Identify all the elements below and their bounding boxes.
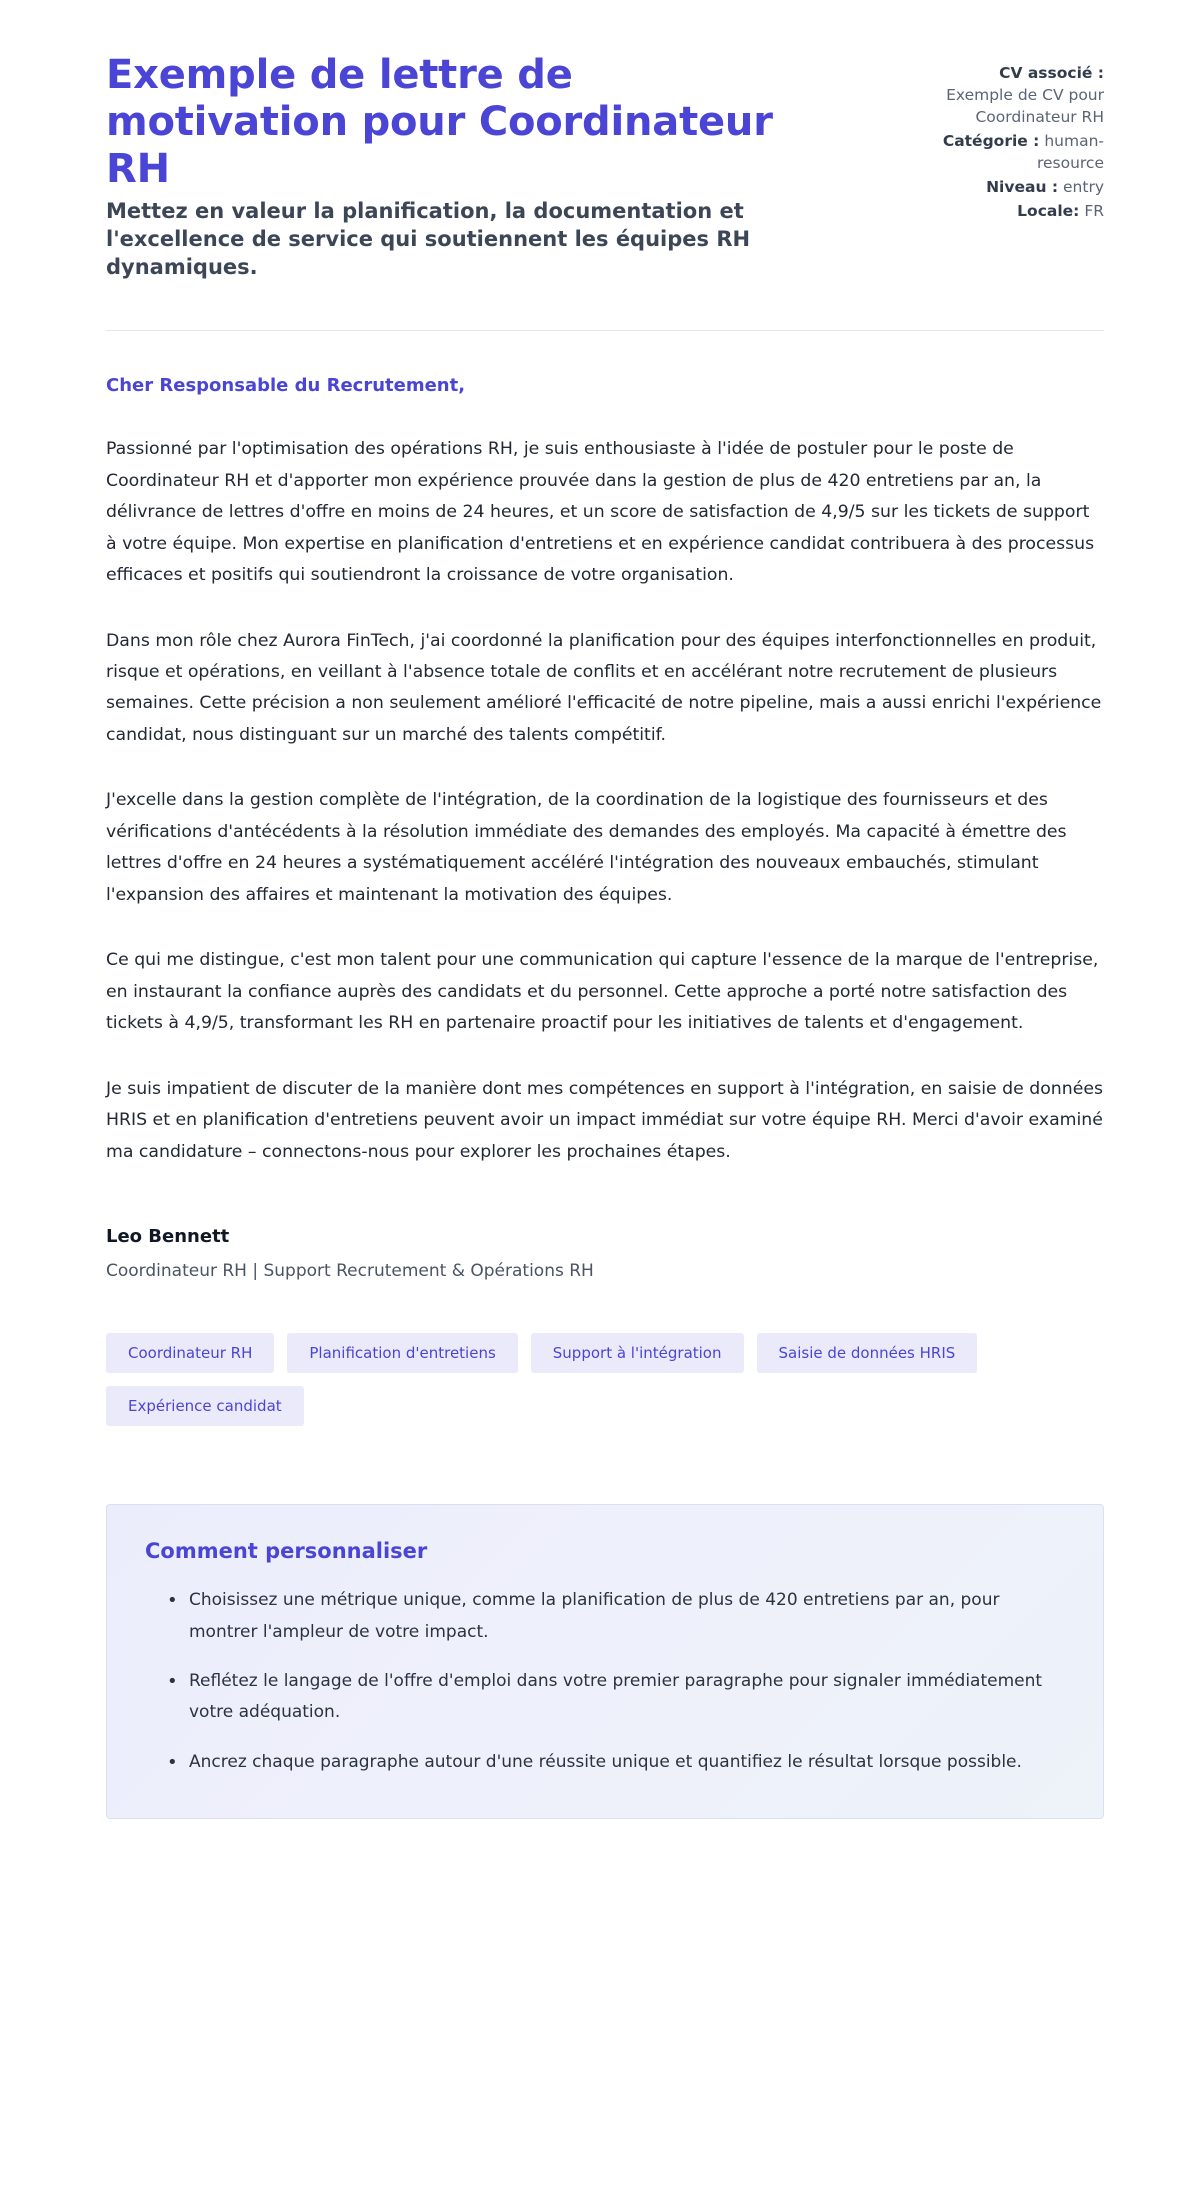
customization-callout	[106, 1504, 1104, 1819]
letter-salutation: Cher Responsable du Recrutement,	[106, 375, 466, 397]
meta-category-label: Catégorie :	[942, 132, 1040, 150]
letter-signature	[106, 1226, 1104, 1281]
callout-title: Comment personnaliser	[145, 1539, 428, 1564]
letter-paragraph: Je suis impatient de discuter de la manière dont mes compétences en support à l'intégration, en saisie de données HRIS et en planification d'entretiens peuvent avoir un impact immédiat sur votre équipe RH. Merci d'avoir examiné ma candidature – connectons-nous pour explorer les prochaines étapes.	[106, 1078, 1103, 1162]
callout-tip-item: • Reflétez le langage de l'offre d'emploi dans votre premier paragraphe pour signaler immédiatement votre adéquation.	[167, 1666, 1047, 1729]
page-title: Exemple de lettre de motivation pour Coordinateur RH	[106, 52, 773, 192]
tag-list	[106, 1333, 1046, 1426]
meta-category-value: human-resource	[1036, 132, 1104, 172]
meta-related-cv-value[interactable]: Exemple de CV pour Coordinateur RH	[946, 86, 1104, 126]
callout-tip-list	[145, 1585, 1063, 1778]
letter-paragraph: Dans mon rôle chez Aurora FinTech, j'ai coordonné la planification pour des équipes interfonctionnelles en produit, risque et opérations, en veillant à l'absence totale de conflits et en accélérant notre recrutement de plusieurs semaines. Cette précision a non seulement amélioré l'efficacité de notre pipeline, mais a aussi enrichi l'expérience candidat, nous distinguant sur un marché des talents compétitif.	[106, 630, 1102, 745]
letter-paragraph: J'excelle dans la gestion complète de l'intégration, de la coordination de la logistique des fournisseurs et des vérifications d'antécédents à la résolution immédiate des demandes des employés. Ma capacité à émettre des lettres d'offre en 24 heures a systématiquement accéléré l'intégration des nouveaux embauchés, stimulant l'expansion des affaires et maintenant la motivation des équipes.	[106, 790, 1067, 905]
meta-locale	[919, 200, 1104, 222]
document-header	[106, 52, 1104, 282]
meta-level	[919, 176, 1104, 198]
letter-paragraph: Ce qui me distingue, c'est mon talent pour une communication qui capture l'essence de la marque de l'entreprise, en instaurant la confiance auprès des candidats et du personnel. Cette approche a porté notre satisfaction des tickets à 4,9/5, transformant les RH en partenaire proactif pour les initiatives de talents et d'engagement.	[106, 950, 1099, 1034]
document-metadata	[919, 52, 1104, 224]
meta-level-value: entry	[1063, 178, 1104, 196]
meta-related-cv	[919, 62, 1104, 128]
tag-chip[interactable]: Planification d'entretiens	[287, 1333, 517, 1373]
meta-category	[919, 130, 1104, 174]
meta-related-cv-label: CV associé :	[999, 64, 1104, 82]
callout-tip-item: • Choisissez une métrique unique, comme la planification de plus de 420 entretiens par an, pour montrer l'ampleur de votre impact.	[167, 1585, 1047, 1648]
tag-chip[interactable]: Expérience candidat	[106, 1386, 304, 1426]
meta-locale-value: FR	[1084, 202, 1104, 220]
meta-level-label: Niveau :	[986, 178, 1059, 196]
callout-tip-item: • Ancrez chaque paragraphe autour d'une réussite unique et quantifiez le résultat lorsque possible.	[167, 1747, 1047, 1778]
signature-role: Coordinateur RH | Support Recrutement & Opérations RH	[106, 1261, 594, 1282]
tag-chip[interactable]: Coordinateur RH	[106, 1333, 274, 1373]
tag-chip[interactable]: Saisie de données HRIS	[757, 1333, 978, 1373]
header-text-block	[106, 52, 836, 282]
meta-locale-label: Locale:	[1017, 202, 1080, 220]
tag-chip[interactable]: Support à l'intégration	[531, 1333, 744, 1373]
page-subtitle: Mettez en valeur la planification, la documentation et l'excellence de service qui soutiennent les équipes RH dynamiques.	[106, 199, 751, 280]
signature-name: Leo Bennett	[106, 1226, 230, 1248]
cover-letter-body	[106, 331, 1104, 1281]
letter-paragraph: Passionné par l'optimisation des opérations RH, je suis enthousiaste à l'idée de postuler pour le poste de Coordinateur RH et d'apporter mon expérience prouvée dans la gestion de plus de 420 entretiens par an, la délivrance de lettres d'offre en moins de 24 heures, et un score de satisfaction de 4,9/5 sur les tickets de support à votre équipe. Mon expertise en planification d'entretiens et en expérience candidat contribuera à des processus efficaces et positifs qui soutiendront la croissance de votre organisation.	[106, 439, 1095, 586]
